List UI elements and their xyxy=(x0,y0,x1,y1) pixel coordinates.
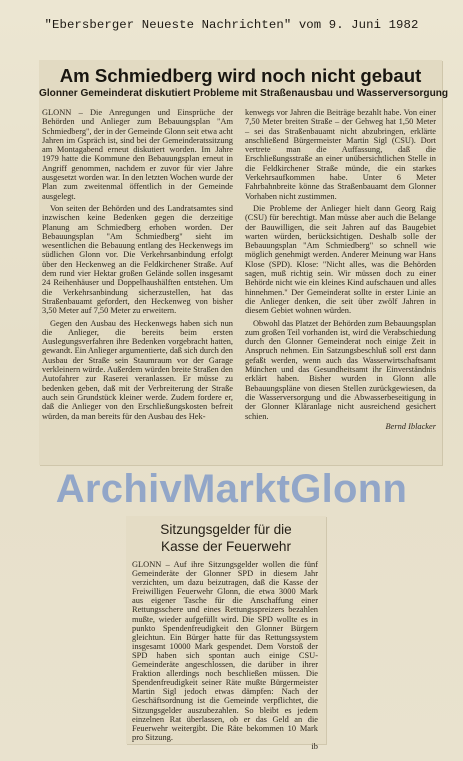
article-headline: Am Schmiedberg wird noch nicht gebaut xyxy=(59,65,422,86)
article-body xyxy=(132,560,318,751)
article-column-right xyxy=(245,108,436,431)
article-paragraph: Von seiten der Behörden und des Landratsamtes sind inzwischen keine Bedenken gegen die derzeitige Planung am Schmiedberg erhoben worden. Der Bebauungsplan "Am Schmiedberg" sieht im wesentlichen die Bebauung entlang des Heckenwegs im südlichen Glonn vor. Die Verkehrsanbindung erfolgt über den Heckenweg an die Feldkirchener Straße. Auf dem rund vier Hektar großen Gelände sollen insgesamt 24 Reihenhäuser und Doppelhaushälften entstehen. Um die Verkehrsanbindung sicherzustellen, hat das Straßenbauamt gefordert, den Heckenweg von bisher 3,50 Meter auf 7,50 Meter zu erweitern. xyxy=(42,203,233,316)
source-line: "Ebersberger Neueste Nachrichten" vom 9. Juni 1982 xyxy=(44,18,419,32)
article-subheadline: Glonner Gemeinderat diskutiert Probleme mit Straßenausbau und Wasserversorgung xyxy=(39,88,449,99)
article-paragraph: Die Probleme der Anlieger hielt dann Georg Raig (CSU) für berechtigt. Man müsse aber auch die Belange der Bauwilligen, die seit Jahren auf das Baugebiet warten würden, berücksichtigen. Deshalb solle der Bebauungsplan "Am Schmiedberg" so schnell wie möglich genehmigt werden. Anderer Meinung war Hans Klose (SPD). Klose: "Nicht alles, was die Behörden sagen, muß richtig sein. Wir müssen doch zu einer Behörde nicht wie ein kleines Kind aufschauen und alles hinnehmen." Der Gemeinderat sollte in erster Linie an die Anlieger denken, die seit über zwölf Jahren in diesem Gebiet wohnen würden. xyxy=(245,203,436,316)
article-paragraph: kenwegs vor Jahren die Beiträge bezahlt habe. Von einer 7,50 Meter breiten Straße – der Gehweg hat 1,50 Meter – sei das Straßenbauamt nicht abzubringen, erklärte anschließend Bürgermeister Martin Sigl (CSU). Dort vertrete man die Auffassung, daß die Erschließungsstraße an einer unübersichtlichen Stelle in die Feldkirchener Straße münde, die ein starkes Verkehrsaufkommen habe. Unter 6 Meter Fahrbahnbreite könne das Straßenbauamt dem Glonner Vorhaben nicht zustimmen. xyxy=(245,108,436,201)
article-clipping-feuerwehr xyxy=(126,516,326,751)
article-paragraph: GLONN – Die Anregungen und Einsprüche der Behörden und Anlieger zum Bebauungsplan "Am Schmiedberg", der in der Gemeinde Glonn seit etwa acht Jahren im Gspräch ist, sind bei der Gemeinderatssitzung am Montagabend erneut diskutiert worden. Im Jahre 1979 hatte die Kommune den Bebauungsplan erneut in Angriff genommen, nachdem er zuvor für vier Jahre ausgesetzt worden war. In den letzten Wochen wurde der Plan zum zweitenmal öffentlich in der Gemeinde ausgelegt. xyxy=(42,108,233,201)
archive-watermark: ArchivMarktGlonn xyxy=(55,467,408,511)
article-paragraph: GLONN – Auf ihre Sitzungsgelder wollen die fünf Gemeinderäte der Glonner SPD in diesem Jahr verzichten, um dazu beizutragen, daß die Kasse der Freiwilligen Feuerwehr Glonn, die etwa 3000 Mark aus eigener Tasche für die Anschaffung einer Rettungsschere und eines Rettungsspreizers bezahlen mußte, wieder aufgefüllt wird. Die SPD wollte es in punkto Spendenfreudigkeit den Glonner Bürgern gleichtun. Ein Bürger hatte für das Rettungssystem insgesamt 10000 Mark gespendet. Dem Vorstoß der SPD haben sich spontan auch einige CSU-Gemeinderäte angeschlossen, die darüber in ihrer Fraktion allerdings noch beschließen müssen. Die Spendenfreudigkeit seiner Räte mußte Bürgermeister Martin Sigl jedoch etwas dämpfen: Nach der Geschäftsordnung ist die Gemeinde verpflichtet, die Sitzungsgelder auszubezahlen. So bleibt es jedem einzelnen Rat überlassen, ob er das Geld an die Feuerwehr weitergibt. Die Räte bekommen 10 Mark pro Sitzung. xyxy=(132,560,318,742)
article-signature: ib xyxy=(311,741,318,751)
article-column-left xyxy=(42,108,233,421)
article-paragraph: Gegen den Ausbau des Heckenwegs haben sich nun die Anlieger, die bereits beim ersten Auslegungsverfahren ihre Bedenken vorgebracht hatten, gewandt. Ein Anlieger argumentierte, daß sich durch den Ausbau der Straße sein Staumraum vor der Garage verkleinern würde. Außerdem würden breite Straßen den Autofahrer zur Raserei veranlassen. Er müsse zu bedenken geben, daß mit der Verbreiterung der Straße auch sein Grundstück kleiner werde. Zudem fordere er, daß die Anlieger von den Erschließungskosten befreit würden, da man bereits für den Ausbau des Hek- xyxy=(42,318,233,421)
article-byline: Bernd Iblacker xyxy=(385,421,436,431)
article-paragraph: Obwohl das Platzet der Behörden zum Bebauungsplan zum großen Teil vorhanden ist, wird die Verabschiedung durch den Glonner Gemeinderat noch einige Zeit in Anspruch nehmen. Ein Satzungsbeschluß soll erst dann gefaßt werden, wenn auch das Wasserwirtschaftsamt München und das Gesundheitsamt ihr Einverständnis erklärt haben. Bisher wurden in Glonn alle Bebauungspläne von diesen Stellen zurückgewiesen, da die Wasserversorgung und die Abwasserbeseitigung in der Glonner Kläranlage nicht ausreichend gesichert schien. xyxy=(245,318,436,421)
article-title-line2: Kasse der Feuerwehr xyxy=(161,539,291,554)
article-clipping-schmiedberg xyxy=(39,60,449,465)
article-title-line1: Sitzungsgelder für die xyxy=(160,522,292,537)
